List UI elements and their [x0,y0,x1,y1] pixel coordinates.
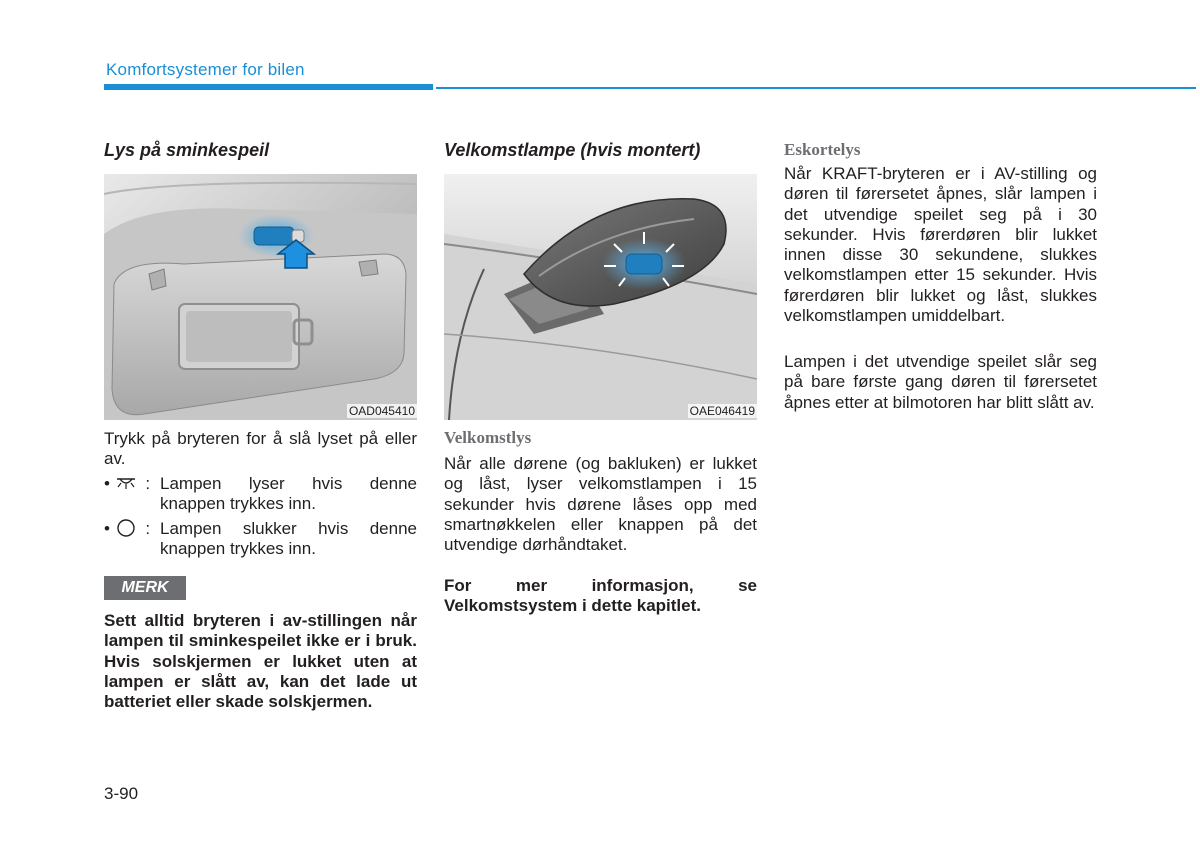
vanity-mirror-light-title: Lys på sminkespeil [104,140,270,160]
welcome-lamp-title: Velkomstlampe (hvis montert) [444,140,701,160]
section-header-title: Komfortsystemer for bilen [106,60,305,79]
note-text: Sett alltid bryteren i av-stillingen når lampen til sminkespeilet ikke er i bruk. Hvis solskjermen er lukket uten at lampen er slått av, kan det lade ut batteriet eller skade solskjermen. [104,611,417,712]
side-mirror-illustration [444,174,757,420]
escort-light-para1: Når KRAFT-bryteren er i AV-stilling og døren til førersetet åpnes, slår lampen i det utvendige speilet seg på i 30 sekunder. Hvis førerdøren blir lukket innen disse 30 sekundene, slukkes velkomstlampen etter 15 sekunder. Hvis førerdøren blir lukket og låst, slukkes velkomstlampen umiddelbart. [784,164,1097,326]
page-number: 3-90 [104,784,139,803]
welcome-light-body: Når alle dørene (og bakluken) er lukket og låst, lyser velkomstlampen i 15 sekunder hvis dørene låses opp med smartnøkkelen eller knappen på det utvendige dørhåndtaket. [444,454,757,555]
bullet-lamp-on-text: Lampen lyser hvis denne knappen trykkes inn. [160,474,417,514]
bullet-lamp-off [104,519,417,560]
welcome-lamp-figure [444,174,757,420]
vanity-light-intro: Trykk på bryteren for å slå lyset på eller av. [104,429,417,469]
welcome-crossref: For mer informasjon, se Velkomstsystem i dette kapitlet. [444,576,757,616]
note-label: MERK [104,576,186,600]
figure-code: OAE046419 [689,404,755,418]
bullet-lamp-on [104,474,417,515]
header-rule-thick [104,84,433,90]
figure-code: OAD045410 [348,404,415,418]
lamp-off-icon [115,519,137,537]
bullet-marker: • : [104,519,151,538]
bullet-separator: : [145,519,151,538]
bullet-marker: • : [104,474,151,493]
escort-light-para2: Lampen i det utvendige speilet slår seg på bare første gang døren til førersetet åpnes etter at bilmotoren har blitt slått av. [784,352,1097,412]
welcome-light-subhead: Velkomstlys [444,428,532,447]
sun-visor-illustration [104,174,417,420]
bullet-lamp-off-text: Lampen slukker hvis denne knappen trykkes inn. [160,519,417,559]
vanity-mirror-figure [104,174,417,420]
lamp-on-icon [115,475,137,491]
escort-light-subhead: Eskortelys [784,140,861,159]
header-rule-thin [436,87,1196,89]
bullet-separator: : [145,474,151,493]
